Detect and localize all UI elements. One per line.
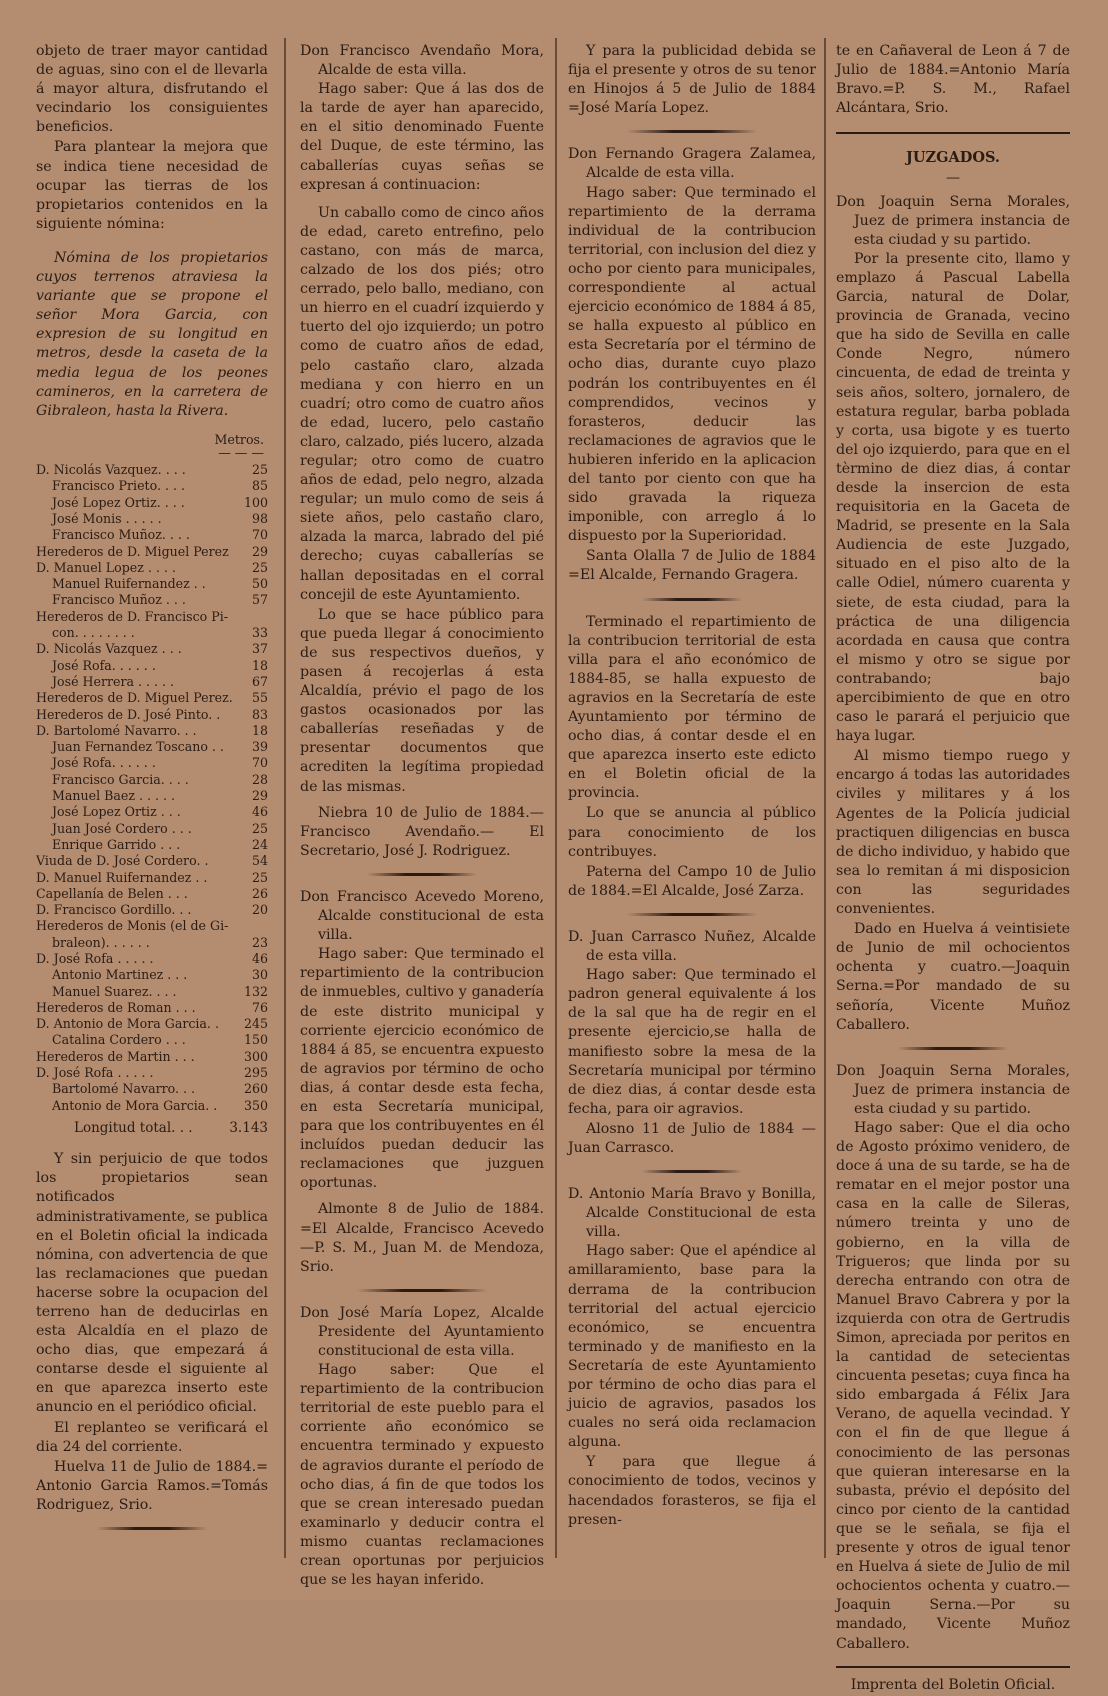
signature: Huelva 11 de Julio de 1884.= Antonio Garcia Ramos.=Tomás Rodriguez, Srio. (36, 1458, 268, 1513)
column-rule (284, 38, 286, 1558)
owner-rows (36, 462, 268, 1114)
signature: Almonte 8 de Julio de 1884. =El Alcalde, Francisco Acevedo —P. S. M., Juan M. de Mendoza, Srio. (300, 1201, 544, 1275)
total-label: Longitud total. . . (74, 1119, 193, 1136)
table-row (36, 609, 268, 625)
owner-meters: 98 (251, 510, 268, 526)
table-row (36, 625, 268, 641)
owner-name: D. José Rofa . . . . . (36, 950, 154, 966)
metros-header: Metros. (214, 431, 264, 447)
owner-meters: 18 (251, 657, 268, 673)
owner-name: José Rofa. . . . . . (52, 755, 156, 771)
table-row (36, 870, 268, 886)
owner-name: D. Bartolomé Navarro. . . (36, 722, 197, 738)
table-row (36, 478, 268, 494)
owner-meters: 33 (251, 625, 268, 641)
notice-heading: D. Antonio María Bravo y Bonilla, Alcalde Constitucional de esta villa. (568, 1186, 816, 1241)
total-value: 3.143 (229, 1119, 268, 1136)
paragraph: objeto de traer mayor cantidad de aguas, sino con el de llevarla á mayor altura, disfrutando el vecindario los consiguientes beneficios. (36, 43, 268, 136)
owner-meters: 20 (251, 902, 268, 918)
owner-name: Juan José Cordero . . . (52, 820, 192, 836)
owner-meters: 350 (243, 1097, 268, 1113)
table-row (36, 755, 268, 771)
owner-meters: 50 (251, 576, 268, 592)
owner-name: Enrique Garrido . . . (52, 836, 181, 852)
owner-meters: 46 (251, 950, 268, 966)
paragraph: Hago saber: Que el repartimiento de la contribucion territorial de este pueblo para el corriente año económico se encuentra terminado y expuesto de agravios durante el período de ocho dias, á fin de que todos los que se crean interesado puedan examinarlo y deducir contra el mismo cuantas reclamaciones crean oportunas por perjuicios que se les hayan inferido. (300, 1362, 544, 1589)
table-row (36, 1049, 268, 1065)
table-row (36, 788, 268, 804)
table-row (36, 918, 268, 934)
table-row (36, 804, 268, 820)
owner-name: Viuda de D. José Cordero. . (36, 853, 209, 869)
owner-meters: 85 (251, 478, 268, 494)
paragraph: Terminado el repartimiento de la contribucion territorial de esta villa para el año económico de 1884-85, se halla expuesto de agravios en la Secretaría de este Ayuntamiento por término de ocho dias, á contar desde el en que aparezca inserto este edicto en el Boletin oficial de la provincia. (568, 613, 816, 802)
signature: Paterna del Campo 10 de Julio de 1884.=El Alcalde, José Zarza. (568, 863, 816, 899)
separator (836, 132, 1070, 134)
table-row (36, 951, 268, 967)
owner-name: D. Nicolás Vazquez. . . . (36, 462, 186, 478)
owner-name: D. Manuel Lopez . . . . (36, 559, 176, 575)
signature: Niebra 10 de Julio de 1884.— Francisco Avendaño.— El Secretario, José J. Rodriguez. (300, 804, 544, 859)
owner-meters: 25 (251, 559, 268, 575)
table-row (36, 1098, 268, 1114)
owner-meters: 70 (251, 527, 268, 543)
separator (97, 1527, 207, 1530)
table-row (36, 1065, 268, 1081)
owner-name: Francisco Prieto. . . . (52, 478, 185, 494)
paragraph: El replanteo se verificará el dia 24 del corriente. (36, 1419, 268, 1455)
paragraph: Hago saber: Que terminado el repartimiento de la contribucion de inmuebles, cultivo y ganadería de este distrito municipal y corriente ejercicio económico de 1884 á 85, se encuentra expuesto de agravios por término de ocho dias, á contar desde esta fecha, en esta Secretaría municipal, para que los contribuyentes en él incluídos puedan deducir las reclamaciones que juzguen oportunas. (300, 946, 544, 1192)
table-row (36, 674, 268, 690)
owner-meters: 18 (251, 722, 268, 738)
paragraph: Hago saber: Que el dia ocho de Agosto próximo venidero, de doce á una de su tarde, se ha de rematar en el mejor postor una casa en la calle de Sileras, número treinta y uno de gobierno, en la villa de Trigueros; que linda por su derecha entrando con otra de Manuel Bravo Cabrera y por la izquierda con otra de Gertrudis Simon, apreciada por peritos en la cantidad de setecientas cincuenta pesetas; cuya finca ha sido embargada á Félix Jara Verano, de aquella vecindad. Y con el fin de que llegue á conocimiento de las personas que quieran interesarse en la subasta, prévio el depósito del cinco por ciento de la cantidad que se le señala, se fija el presente y otros de igual tenor en Huelva á siete de Julio de mil ochocientos ochenta y cuatro.—Joaquin Serna.—Por su mandado, Vicente Muñoz Caballero. (836, 1119, 1070, 1652)
table-row (36, 462, 268, 478)
owner-meters: 54 (251, 853, 268, 869)
owner-meters: 76 (251, 999, 268, 1015)
owner-name: D. Antonio de Mora Garcia. . (36, 1016, 219, 1032)
owner-name: Herederos de D. Miguel Perez (36, 543, 229, 559)
column-rule (824, 38, 826, 1558)
separator (627, 913, 757, 916)
owner-name: braleon). . . . . . (52, 934, 150, 950)
owner-meters: 23 (251, 934, 268, 950)
signature: Y para la publicidad debida se fija el presente y otros de su tenor en Hinojos á 5 de Julio de 1884 =José María Lopez. (568, 43, 816, 117)
table-row (36, 935, 268, 951)
table-row (36, 772, 268, 788)
column-1 (36, 42, 268, 1542)
separator (642, 598, 742, 601)
table-row (36, 967, 268, 983)
owners-table: Metros. — — — D. Nicolás Vazquez. . . . 25 Francisco Prieto. . . . 85 José Lopez Ortiz. . . . 100 José Monis . . . . . 98 Francisco Muñoz. . . . 70 Herederos de D. Miguel Perez 29 D. Manuel Lopez . . . . 25 Manuel Ruifernandez . . 50 Francisco Muñoz . . . 57 Herederos de D. Francisco Pi- con. . . . . . . . 33 D. Nicolás Vazquez . . . 37 José Rofa. . . . . . 18 José Herrera . . . . . 67 Herederos de D. Miguel Perez. 55 Herederos de D. José Pinto. . 83 D. Bartolomé Navarro. . . 18 Juan Fernandez Toscano . . 39 José Rofa. . . . . . 70 Francisco Garcia. . . . 28 Manuel Baez . . . . . 29 José Lopez Ortiz . . . 46 Juan José Cordero . . . 25 Enrique Garrido . . . 24 Viuda de D. José Cordero. . 54 D. Manuel Ruifernandez . . 25 Capellanía de Belen . . . 26 D. Francisco Gordillo. . . 20 Herederos de Monis (el de Gi- braleon). . . . . . 23 D. José Rofa . . . . . 46 Antonio Martinez . . . 30 Manuel Suarez. . . . 132 Herederos de Roman . . . 76 D. Antonio de Mora Garcia. . 245 Catalina Cordero . . . 150 Herederos de Martin . . . 300 D. José Rofa . . . . . 295 Bartolomé Navarro. . . 260 Antonio de Mora Garcia. . 350 Longitud total. . . 3.143 (36, 431, 268, 1136)
owner-meters: 132 (243, 983, 268, 999)
signature: te en Cañaveral de Leon á 7 de Julio de 1884.=Antonio María Bravo.=P. S. M., Rafael Alcántara, Srio. (836, 43, 1070, 117)
notice-heading: D. Juan Carrasco Nuñez, Alcalde de esta villa. (568, 928, 816, 965)
owner-name: José Lopez Ortiz. . . . (52, 494, 185, 510)
owner-meters: 245 (243, 1016, 268, 1032)
signature: Dado en Huelva á veintisiete de Junio de mil ochocientos ochenta y cuatro.—Joaquin Serna.=Por mandado de su señoría, Vicente Muñoz Caballero. (836, 921, 1070, 1033)
owner-meters: 150 (243, 1032, 268, 1048)
section-dash: — (945, 170, 961, 187)
owner-name: José Herrera . . . . . (52, 673, 175, 689)
signature: Alosno 11 de Julio de 1884 — Juan Carrasco. (568, 1120, 816, 1156)
notice-heading: Don José María Lopez, Alcalde Presidente del Ayuntamiento constitucional de esta villa. (300, 1304, 544, 1359)
table-row (36, 658, 268, 674)
table-row (36, 707, 268, 723)
owner-name: Catalina Cordero . . . (52, 1032, 186, 1048)
paragraph: Un caballo como de cinco años de edad, careto entrefino, pelo castano, con más de marca, calzado de los dos piés; otro cerrado, pelo ballo, mediano, con un hierro en el cuadrí izquierdo y tuerto del ojo izquierdo; un potro como de cuatro años de edad, pelo castaño claro, alzada mediana y con hierro en un cuadrí; otro como de cuatro años de edad, lucero, pelo castaño claro, calzado, piés lucero, alzada regular; otro como de cuatro años de edad, pelo negro, alzada regular; un mulo como de seis á siete años, pelo castaño claro, alzada la marca, labrado del pié derecho; cuyas caballerías se hallan depositadas en el corral concejil de este Ayuntamiento. (300, 204, 544, 603)
table-row (36, 690, 268, 706)
column-rule (555, 38, 557, 1558)
table-row (36, 576, 268, 592)
owner-name: Francisco Garcia. . . . (52, 771, 189, 787)
owner-name: D. Francisco Gordillo. . . (36, 902, 192, 918)
owner-name: Manuel Ruifernandez . . (52, 576, 206, 592)
table-row (36, 886, 268, 902)
owner-name: Herederos de Monis (el de Gi- (36, 918, 229, 934)
table-row (36, 1016, 268, 1032)
paragraph: Al mismo tiempo ruego y encargo á todas las autoridades civiles y militares y á los Agentes de la Policía judicial practiquen diligencias en busca de dicho individuo, y habido que sea lo remitan á mi disposicion con las seguridades convenientes. (836, 748, 1070, 918)
owner-meters: 24 (251, 836, 268, 852)
owner-name: Herederos de D. Francisco Pi- (36, 608, 228, 624)
paragraph: Lo que se anuncia al público para conocimiento de los contribuyes. (568, 805, 816, 860)
table-row (36, 592, 268, 608)
notice-heading: Don Francisco Avendaño Mora, Alcalde de esta villa. (300, 43, 544, 79)
owner-name: D. José Rofa . . . . . (36, 1065, 154, 1081)
owner-name: José Monis . . . . . (52, 510, 162, 526)
table-row (36, 641, 268, 657)
table-row (36, 495, 268, 511)
notice-heading: Don Joaquin Serna Morales, Juez de primera instancia de esta ciudad y su partido. (836, 193, 1070, 248)
owner-meters: 39 (251, 739, 268, 755)
owner-name: Capellanía de Belen . . . (36, 885, 188, 901)
paragraph: Hago saber: Que á las dos de la tarde de ayer han aparecido, en el sitio denominado Fuente del Duque, de este término, las caballerías cuyas señas se expresan á continuacion: (300, 81, 544, 193)
separator (367, 873, 477, 876)
separator (642, 1170, 742, 1173)
owner-name: D. Nicolás Vazquez . . . (36, 641, 182, 657)
owner-meters: 30 (251, 967, 268, 983)
owner-name: Antonio de Mora Garcia. . (52, 1097, 218, 1113)
table-row (36, 544, 268, 560)
owner-meters: 295 (243, 1065, 268, 1081)
owner-name: Herederos de Martin . . . (36, 1048, 195, 1064)
owner-meters: 83 (251, 706, 268, 722)
owner-name: Herederos de Roman . . . (36, 999, 196, 1015)
total-row (36, 1120, 268, 1136)
table-row (36, 853, 268, 869)
owner-name: Francisco Muñoz. . . . (52, 527, 190, 543)
owner-meters: 55 (251, 690, 268, 706)
owner-name: José Rofa. . . . . . (52, 657, 156, 673)
owner-meters: 67 (251, 673, 268, 689)
owner-name: Herederos de D. José Pinto. . (36, 706, 221, 722)
signature: Santa Olalla 7 de Julio de 1884 =El Alcalde, Fernando Gragera. (568, 548, 816, 584)
table-row (36, 902, 268, 918)
owner-name: José Lopez Ortiz . . . (52, 804, 181, 820)
paragraph: Por la presente cito, llamo y emplazo á Pascual Labella Garcia, natural de Dolar, provincia de Granada, vecino que ha sido de Sevilla en calle Conde Negro, número cincuenta, de edad de treinta y seis años, soltero, jornalero, de estatura regular, barba poblada y corta, usa bigote y es tuerto del ojo izquierdo, para que en el tèrmino de diez dias, á contar desde la insercion de esta requisitoria en la Gaceta de Madrid, se presente en la Sala Audiencia de este Juzgado, situado en el piso alto de la calle Odiel, número cuarenta y siete, de esta ciudad, para la práctica de una diligencia acordada en causa que contra el mismo y otro se sigue por contrabando; bajo apercibimiento de que en otro caso le parará el perjuicio que haya lugar. (836, 250, 1070, 745)
table-row (36, 1081, 268, 1097)
imprint: Imprenta del Boletin Oficial. (850, 1676, 1056, 1693)
owner-name: Antonio Martinez . . . (52, 967, 188, 983)
owner-meters: 260 (243, 1081, 268, 1097)
notice-heading: Don Joaquin Serna Morales, Juez de primera instancia de esta ciudad y su partido. (836, 1062, 1070, 1117)
table-row (36, 560, 268, 576)
paragraph: Lo que se hace público para que pueda llegar á conocimiento de sus respectivos dueños, y pasen á recojerlas á esta Alcaldía, prévio el pago de los gastos ocasionados por las caballerías reseñadas y de presentar documentos que acrediten la legítima propiedad de las mismas. (300, 606, 544, 795)
separator (627, 130, 757, 133)
table-row (36, 723, 268, 739)
owner-meters: 25 (251, 820, 268, 836)
owner-name: Herederos de D. Miguel Perez. (36, 690, 233, 706)
table-row (36, 739, 268, 755)
table-row (36, 511, 268, 527)
owner-meters: 300 (243, 1048, 268, 1064)
column-4 (836, 42, 1070, 1696)
owner-meters: 29 (251, 788, 268, 804)
paragraph: Y sin perjuicio de que todos los propietarios sean notificados administrativamente, se publica en el Boletin oficial la indicada nómina, con advertencia de que las reclamaciones que puedan hacerse sobre la ocupacion del terreno han de deducirlas en esta Alcaldía en el plazo de ocho dias, que empezará á contarse desde el siguiente al en que aparezca inserto este anuncio en el periódico oficial. (36, 1151, 268, 1416)
owner-name: Francisco Muñoz . . . (52, 592, 186, 608)
owner-meters: 29 (251, 543, 268, 559)
notice-heading: Don Fernando Gragera Zalamea, Alcalde de esta villa. (568, 146, 816, 182)
owner-name: con. . . . . . . . (52, 625, 135, 641)
owner-meters: 25 (251, 462, 268, 478)
paragraph: Hago saber: Que el apéndice al amillaramiento, base para la derrama de la contribucion territorial del actual ejercicio económico, se encuentra terminado y de manifiesto en la Secretaría de este Ayuntamiento por término de ocho dias para el juicio de agravios, pasados los cuales no será oida reclamacion alguna. (568, 1243, 816, 1451)
table-row (36, 1032, 268, 1048)
owner-name: D. Manuel Ruifernandez . . (36, 869, 208, 885)
paragraph: Para plantear la mejora que se indica tiene necesidad de ocupar las tierras de los propietarios contenidos en la siguiente nómina: (36, 139, 268, 232)
owner-meters: 26 (251, 885, 268, 901)
owner-meters: 100 (243, 494, 268, 510)
table-row (36, 984, 268, 1000)
owner-name: Manuel Suarez. . . . (52, 983, 177, 999)
separator (357, 1289, 487, 1292)
column-2 (300, 42, 544, 1591)
owner-meters: 37 (251, 641, 268, 657)
table-row (36, 821, 268, 837)
owner-meters: 57 (251, 592, 268, 608)
paragraph: Hago saber: Que terminado el padron general equivalente á los de la sal que ha de regir en el presente ejercicio,se halla de manifiesto sobre la mesa de la Secretaría municipal por término de diez dias, á contar desde esta fecha, para oir agravios. (568, 967, 816, 1117)
owner-meters: 28 (251, 771, 268, 787)
table-row (36, 527, 268, 543)
owner-name: Bartolomé Navarro. . . (52, 1081, 196, 1097)
section-title: JUZGADOS. (906, 149, 1000, 167)
owner-meters: 70 (251, 755, 268, 771)
list-title: Nómina de los propietarios cuyos terrenos atraviesa la variante que se propone el señor Mora Garcia, con expresion de su longitud en metros, desde la caseta de la media legua de los peones camineros, en la carretera de Gibraleon, hasta la Rivera. (36, 249, 268, 419)
separator (836, 1666, 1070, 1668)
paragraph: Hago saber: Que terminado el repartimiento de la derrama individual de la contribucion territorial, con inclusion del diez y ocho por ciento para municipales, correspondiente al actual ejercicio económico de 1884 á 85, se halla expuesto al público en esta Secretaría por el término de ocho dias, durante cuyo plazo podrán los contribuyentes en él comprendidos, vecinos y forasteros, deducir las reclamaciones de agravios que le hubieren inferido en la aplicacion del tanto por ciento con que ha sido gravada la riqueza imponible, con arreglo á lo dispuesto por la Superioridad. (568, 184, 816, 545)
owner-name: Manuel Baez . . . . . (52, 788, 175, 804)
separator (898, 1047, 1008, 1050)
owner-meters: 46 (251, 804, 268, 820)
table-row (36, 837, 268, 853)
paragraph: Y para que llegue á conocimiento de todos, vecinos y hacendados forasteros, se fija el presen- (568, 1454, 816, 1528)
table-row (36, 1000, 268, 1016)
column-3 (568, 42, 816, 1531)
notice-heading: Don Francisco Acevedo Moreno, Alcalde constitucional de esta villa. (300, 888, 544, 944)
owner-name: Juan Fernandez Toscano . . (52, 739, 224, 755)
owner-meters: 25 (251, 869, 268, 885)
